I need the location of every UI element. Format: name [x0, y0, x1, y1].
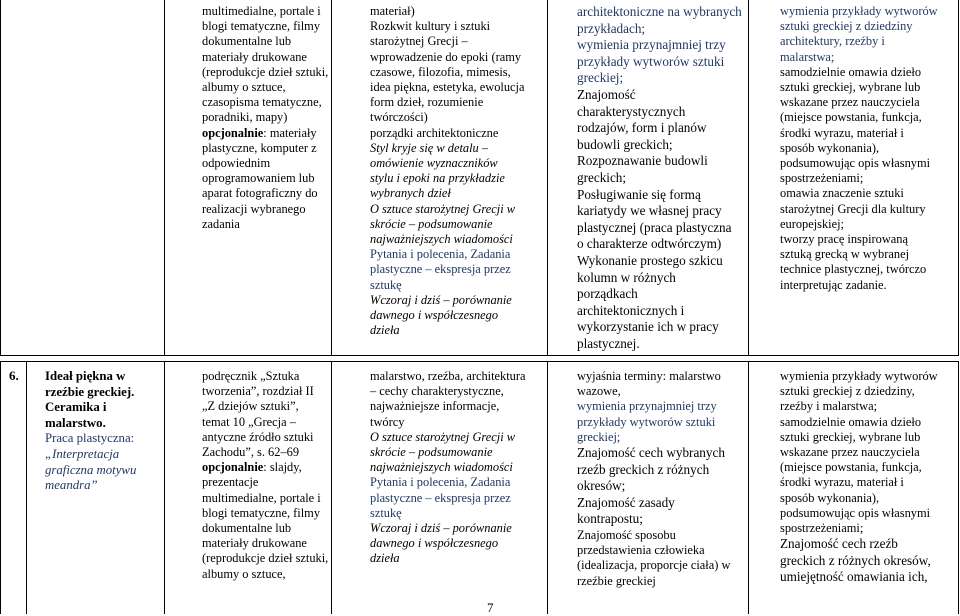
text-line: zadania [202, 216, 240, 231]
text-line: (reprodukcje dzieł sztuki, [202, 551, 329, 566]
content-first-line: materiał) [370, 4, 415, 18]
table-border [0, 355, 959, 356]
text-line: środki wyrazu, materiał i [780, 125, 904, 140]
text-line: omówienie wyznaczników [370, 156, 498, 171]
text-line: podręcznik „Sztuka [202, 369, 300, 383]
text-line: rzeźbie greckiej. [45, 384, 135, 399]
text-line: wykorzystanie ich w pracy [577, 319, 719, 335]
text-line: samodzielnie omawia dzieło [780, 414, 922, 429]
table-border [748, 361, 749, 614]
text-line: prezentacje [202, 475, 259, 490]
text-line: technice plastycznej, twórczo [780, 262, 927, 277]
table-border [0, 361, 1, 614]
list-item [370, 293, 546, 339]
bottom-resources-cell [202, 369, 330, 582]
optional-label: opcjonalnie [202, 460, 264, 475]
text-line: (miejsce powstania, funkcja, [780, 110, 922, 125]
text-line: dawnego i współczesnego [370, 536, 499, 551]
text-line: interpretując zadanie. [780, 277, 887, 292]
text-line: rzeźb greckich z różnych [577, 461, 710, 477]
list-item [780, 232, 958, 293]
table-border [331, 0, 332, 356]
text-line: : slajdy, [263, 460, 302, 475]
text-line: wazowe, [577, 384, 621, 399]
text-line: skrócie – podsumowanie [370, 216, 493, 231]
text-line: Znajomość cech rzeźb [780, 536, 898, 552]
table-border [0, 361, 959, 362]
text-line: albumy o sztuce, [202, 80, 286, 95]
list-item [370, 247, 546, 293]
text-line: przykładach; [577, 20, 646, 36]
list-item [577, 253, 747, 353]
text-line: plastyczne – ekspresja przez [370, 262, 511, 277]
text-line: wybranych dzieł [370, 186, 451, 201]
text-line: idea piękna, estetyka, ewolucja [370, 80, 525, 95]
text-line: tworzy pracę inspirowaną [780, 232, 908, 247]
text-line: podsumowując opis własnymi [780, 505, 931, 520]
text-line: najważniejszych wiadomości [370, 460, 513, 475]
text-line: wskazane przez nauczyciela [780, 95, 920, 110]
text-line: architektoniczne na wybranych [577, 4, 742, 19]
text-line: poradniki, mapy) [202, 110, 288, 125]
text-line: dokumentalne lub [202, 521, 292, 536]
optional-label: opcjonalnie [202, 125, 264, 140]
text-line: greckiej; [577, 70, 624, 86]
text-line: malarstwo, rzeźba, architektura [370, 369, 526, 383]
text-line: blogi tematyczne, filmy [202, 505, 321, 520]
top-resources-cell [202, 4, 330, 232]
text-line: sztukę [370, 277, 402, 292]
bottom-outcomes-cell [577, 369, 747, 589]
text-line: sztuką grecką w wybranej [780, 247, 910, 262]
text-line: rzeźby i malarstwa; [780, 399, 878, 414]
text-line: przykłady wytworów sztuki [577, 53, 725, 69]
text-line: meandra” [45, 478, 98, 493]
text-line: środki wyrazu, materiał i [780, 475, 904, 490]
text-line: aparat fotograficzny do [202, 186, 318, 201]
list-item [370, 521, 546, 567]
text-line: plastycznej. [577, 335, 640, 351]
text-line: dokumentalne lub [202, 34, 292, 49]
table-border [547, 361, 548, 614]
text-line: sposób wykonania), [780, 140, 880, 155]
text-line: Styl kryje się w detalu – [370, 140, 489, 155]
table-border [164, 361, 165, 614]
text-line: architektonicznych i [577, 302, 685, 318]
list-item [370, 475, 546, 521]
text-line: przedstawienia człowieka [577, 543, 705, 558]
text-line: O sztuce starożytnej Grecji w [370, 201, 515, 216]
text-line: charakterystycznych [577, 103, 686, 119]
top-requirements-cell [780, 4, 958, 293]
text-line: kariatydy we własnej pracy [577, 203, 722, 219]
text-line: samodzielnie omawia dzieło [780, 64, 922, 79]
text-line: (miejsce powstania, funkcja, [780, 460, 922, 475]
text-line: stylu i epoki na przykładzie [370, 171, 505, 186]
lesson-number: 6. [9, 368, 19, 383]
text-line: dawnego i współczesnego [370, 308, 499, 323]
text-line: Posługiwanie się formą [577, 186, 701, 202]
text-line: plastycznej (praca plastyczna [577, 219, 732, 235]
table-border [547, 0, 548, 356]
text-line: przykłady wytworów sztuki [577, 414, 716, 429]
text-line: Rozpoznawanie budowli [577, 153, 708, 169]
text-line: sztuki greckiej z dziedziny [780, 19, 913, 34]
text-line: umiejętność omawiania ich, [780, 569, 928, 585]
text-line: rodzajów, form i planów [577, 120, 707, 136]
text-line: kontrapostu; [577, 511, 643, 527]
text-line: Wczoraj i dziś – porównanie [370, 521, 512, 536]
text-line: o charakterze odtwórczym) [577, 236, 722, 252]
text-line: : materiały [263, 125, 317, 140]
text-line: sztuki greckiej z dziedziny, [780, 384, 915, 399]
text-line: porządki architektoniczne [370, 125, 499, 140]
list-item [370, 19, 546, 125]
text-line: Wykonanie prostego szkicu [577, 252, 723, 268]
text-line: materiały drukowane [202, 536, 307, 551]
text-line: Rozkwit kultury i sztuki [370, 19, 491, 34]
text-line: greckich; [577, 169, 627, 185]
text-line: wprowadzenie do epoki (ramy [370, 49, 522, 64]
list-item [780, 536, 958, 586]
text-line: albumy o sztuce, [202, 566, 286, 581]
text-line: plastyczne, komputer z [202, 140, 317, 155]
text-line: Znajomość zasady [577, 494, 675, 510]
list-item [577, 153, 747, 186]
list-item [780, 415, 958, 537]
text-line: malarstwo. [45, 415, 106, 430]
bottom-requirements-cell [780, 369, 958, 586]
bottom-content-cell [370, 369, 546, 567]
text-line: porządkach [577, 286, 638, 302]
top-content-cell [370, 4, 546, 338]
list-item [780, 369, 958, 415]
text-line: spostrzeżeniami; [780, 521, 864, 536]
text-line: wymienia przykłady wytworów [780, 369, 938, 383]
text-line: (idealizacja, proporcje ciała) w [577, 558, 731, 573]
text-line: kolumn w różnych [577, 269, 676, 285]
text-line: rzeźbie greckiej [577, 573, 656, 588]
table-border [164, 0, 165, 356]
text-line: malarstwa; [780, 49, 835, 64]
text-line: wskazane przez nauczyciela [780, 445, 920, 460]
assignment-label: Praca plastyczna: [45, 431, 135, 446]
text-line: starożytnej Grecji dla kultury [780, 201, 926, 216]
page-number: 7 [487, 600, 494, 615]
text-line: twórczości) [370, 110, 428, 125]
text-line: Zachodu”, s. 62–69 [202, 445, 300, 460]
text-line: Znajomość cech wybranych [577, 445, 725, 461]
text-line: sposób wykonania), [780, 490, 880, 505]
list-item [370, 369, 546, 430]
text-line: multimedialne, portale i [202, 4, 321, 18]
text-line: najważniejsze informacje, [370, 399, 500, 414]
list-item [780, 186, 958, 232]
text-line: skrócie – podsumowanie [370, 445, 493, 460]
text-line: sztuki greckiej, wybrane lub [780, 80, 921, 95]
text-line: oprogramowaniem lub [202, 171, 315, 186]
text-line: tworzenia”, rozdział II [202, 384, 314, 399]
text-line: najważniejszych wiadomości [370, 232, 513, 247]
table-border [748, 0, 749, 356]
text-line: O sztuce starożytnej Grecji w [370, 429, 515, 444]
list-item [370, 430, 546, 476]
text-line: odpowiednim [202, 156, 271, 171]
text-line: dzieła [370, 323, 400, 338]
table-border [26, 361, 27, 614]
text-line: omawia znaczenie sztuki [780, 186, 904, 201]
text-line: spostrzeżeniami; [780, 171, 864, 186]
list-item [370, 141, 546, 202]
list-item [577, 528, 747, 589]
text-line: wymienia przynajmniej trzy [577, 37, 726, 53]
text-line: Wczoraj i dziś – porównanie [370, 292, 512, 307]
text-line: „Z dziejów sztuki”, [202, 399, 299, 414]
text-line: architektury, rzeźby i [780, 34, 885, 49]
list-item [577, 445, 747, 495]
text-line: antyczne źródło sztuki [202, 429, 314, 444]
text-line: sztuki greckiej, wybrane lub [780, 429, 921, 444]
text-line: Pytania i polecenia, Zadania [370, 475, 511, 490]
text-line: multimedialne, portale i [202, 490, 321, 505]
text-line: temat 10 „Grecja – [202, 414, 296, 429]
text-line: Znajomość [577, 86, 636, 102]
text-line: blogi tematyczne, filmy [202, 19, 321, 34]
list-item [370, 202, 546, 248]
text-line: czasopisma tematyczne, [202, 95, 322, 110]
text-line: greckiej; [577, 429, 621, 444]
list-item [577, 399, 747, 445]
text-line: wymienia przykłady wytworów [780, 4, 938, 18]
list-item [780, 65, 958, 187]
table-border [958, 361, 959, 614]
text-line: budowli greckich; [577, 136, 673, 152]
text-line: okresów; [577, 478, 626, 494]
list-item [577, 187, 747, 253]
text-line: (reprodukcje dzieł sztuki, [202, 64, 329, 79]
lesson-topic-cell [45, 369, 163, 494]
text-line: czasowe, filozofia, mimesis, [370, 64, 511, 79]
list-item [780, 4, 958, 65]
list-item [577, 495, 747, 528]
text-line: – cechy charakterystyczne, [370, 384, 504, 399]
top-outcomes-cell [577, 4, 747, 352]
table-border [0, 0, 1, 356]
text-line: Ideał piękna w [45, 369, 126, 383]
text-line: materiały drukowane [202, 49, 307, 64]
text-line: graficzna motywu [45, 462, 137, 477]
table-border [958, 0, 959, 356]
text-line: Ceramika i [45, 400, 107, 415]
text-line: starożytnej Grecji – [370, 34, 468, 49]
text-line: dzieła [370, 551, 400, 566]
text-line: „Interpretacja [45, 446, 120, 461]
text-line: wyjaśnia terminy: malarstwo [577, 369, 721, 383]
text-line: sztukę [370, 505, 402, 520]
text-line: greckich z różnych okresów, [780, 552, 931, 568]
text-line: podsumowując opis własnymi [780, 156, 931, 171]
list-item [577, 87, 747, 153]
text-line: twórcy [370, 414, 405, 429]
list-item [370, 126, 546, 141]
text-line: Pytania i polecenia, Zadania [370, 247, 511, 262]
text-line: realizacji wybranego [202, 201, 306, 216]
text-line: europejskiej; [780, 216, 844, 231]
text-line: Znajomość sposobu [577, 527, 676, 542]
table-border [331, 361, 332, 614]
list-item [577, 37, 747, 87]
text-line: plastyczne – ekspresja przez [370, 490, 511, 505]
text-line: wymienia przynajmniej trzy [577, 399, 717, 414]
text-line: form dzieł, rozumienie [370, 95, 484, 110]
list-item [577, 369, 747, 399]
